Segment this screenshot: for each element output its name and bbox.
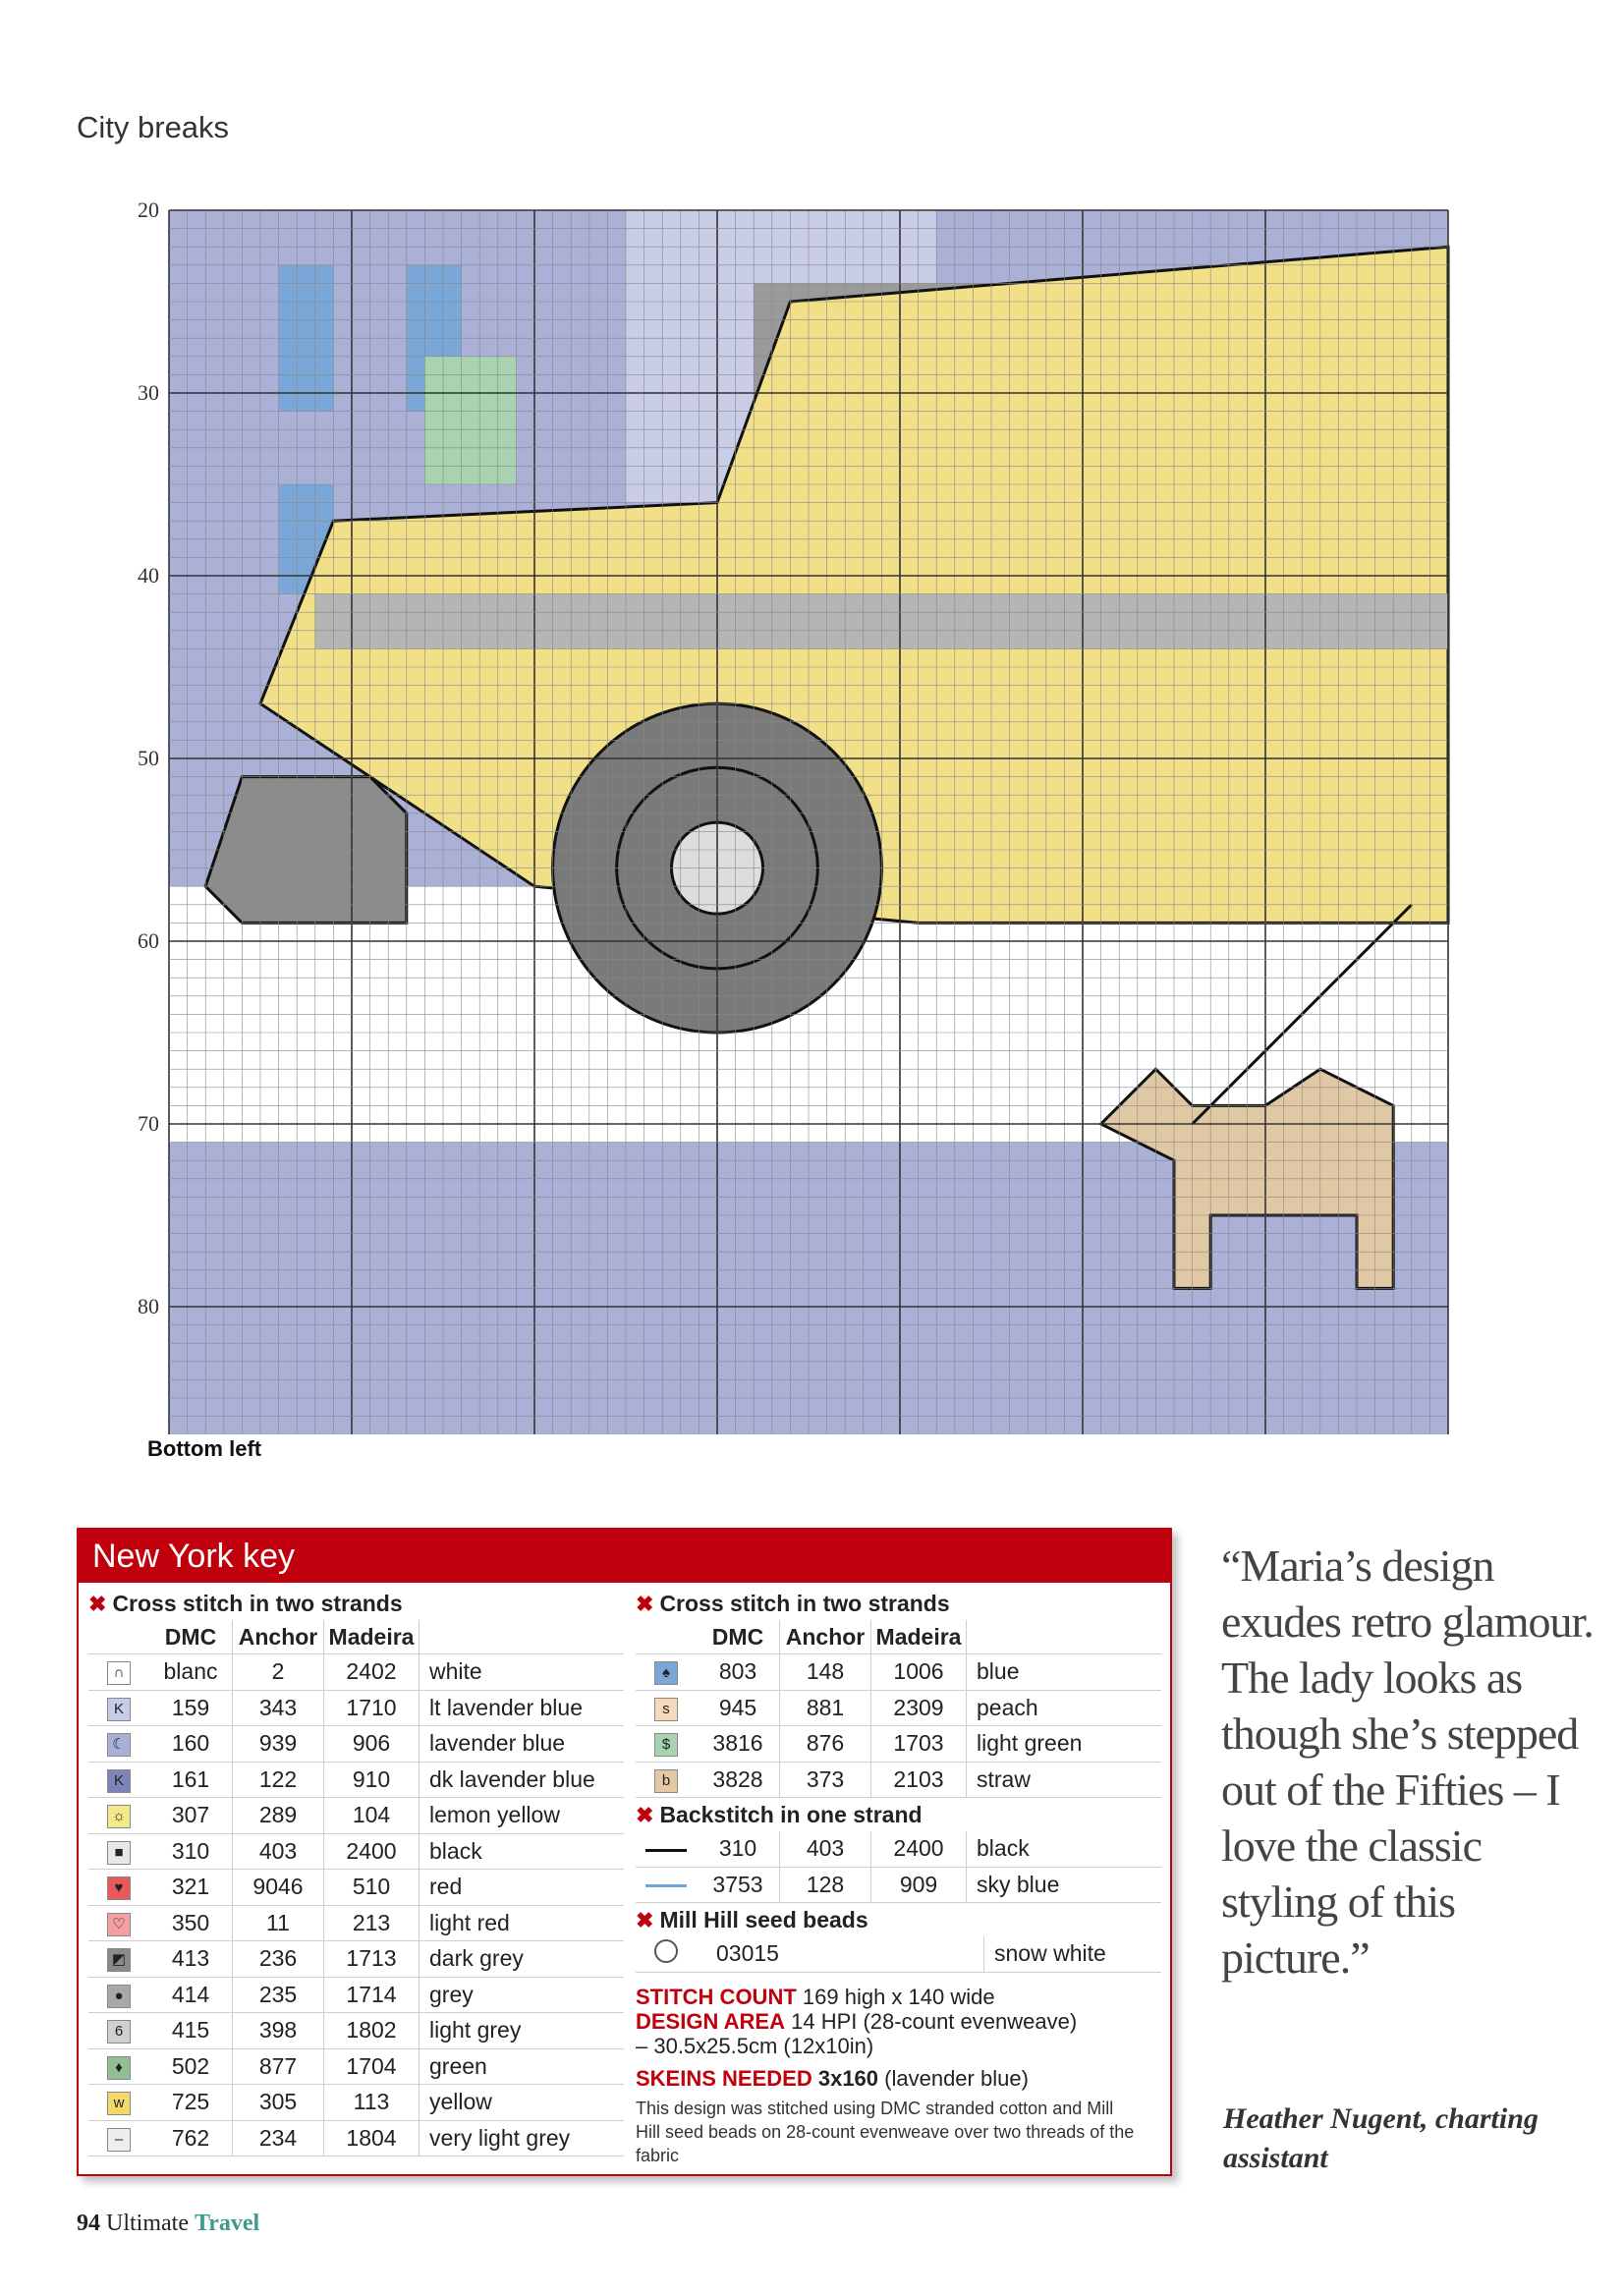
key-right-column xyxy=(636,1587,1161,2167)
dmc-number: 350 xyxy=(149,1905,233,1941)
color-name: lt lavender blue xyxy=(420,1690,625,1726)
section-title: City breaks xyxy=(77,110,230,144)
key-row xyxy=(88,2120,624,2156)
thread-symbol-icon: K xyxy=(107,1769,131,1793)
madeira-number: 1804 xyxy=(324,2120,420,2156)
madeira-number: 1006 xyxy=(871,1654,967,1691)
quote-author: Heather Nugent, charting assistant xyxy=(1223,2102,1539,2174)
row-label: 20 xyxy=(138,197,159,222)
bead-name: snow white xyxy=(984,1936,1162,1972)
pull-quote: “Maria’s design exudes retro glamour. The lady looks as though she’s stepped out of the Fifties – I love the classic styling of this picture.” xyxy=(1221,1540,1594,1983)
key-row xyxy=(88,2085,624,2121)
dmc-number: 321 xyxy=(149,1870,233,1906)
color-name: green xyxy=(420,2048,625,2085)
dmc-number: 310 xyxy=(697,1831,780,1867)
row-label: 80 xyxy=(138,1294,159,1318)
anchor-number: 122 xyxy=(233,1762,324,1798)
dmc-number: 725 xyxy=(149,2085,233,2121)
thread-symbol-icon: ◩ xyxy=(107,1948,131,1972)
row-label: 50 xyxy=(138,746,159,770)
key-row xyxy=(88,1905,624,1941)
line-sample-icon xyxy=(645,1849,687,1852)
thread-symbol-icon: ☾ xyxy=(107,1733,131,1757)
madeira-number: 213 xyxy=(324,1905,420,1941)
page-footer xyxy=(77,2211,259,2237)
magazine-section: Travel xyxy=(194,2211,260,2236)
key-title: New York key xyxy=(79,1530,1170,1583)
key-row xyxy=(636,1726,1161,1763)
color-name: peach xyxy=(967,1690,1162,1726)
header-madeira: Madeira xyxy=(871,1620,967,1654)
madeira-number: 2103 xyxy=(871,1762,967,1798)
key-row xyxy=(88,1654,624,1691)
key-row xyxy=(88,1833,624,1870)
page-number: 94 xyxy=(77,2211,100,2236)
header-dmc: DMC xyxy=(697,1620,780,1654)
madeira-number: 2400 xyxy=(324,1833,420,1870)
thread-symbol-icon: $ xyxy=(654,1733,678,1757)
key-row xyxy=(636,1762,1161,1798)
anchor-number: 11 xyxy=(233,1905,324,1941)
thread-symbol-icon: ♦ xyxy=(107,2056,131,2080)
stitch-count: STITCH COUNT 169 high x 140 wide xyxy=(636,1984,995,2009)
dmc-number: 307 xyxy=(149,1798,233,1834)
madeira-number: 1714 xyxy=(324,1977,420,2013)
tree-area xyxy=(424,357,516,484)
madeira-number: 906 xyxy=(324,1726,420,1763)
design-area-size: – 30.5x25.5cm (12x10in) xyxy=(636,2033,874,2058)
color-name: straw xyxy=(967,1762,1162,1798)
color-name: light red xyxy=(420,1905,625,1941)
magazine-title: Ultimate xyxy=(106,2211,189,2236)
madeira-number: 909 xyxy=(871,1867,967,1903)
anchor-number: 373 xyxy=(780,1762,871,1798)
thread-symbol-icon: ● xyxy=(107,1985,131,2008)
header-anchor: Anchor xyxy=(233,1620,324,1654)
thread-symbol-icon: ♡ xyxy=(107,1913,131,1936)
dmc-number: 415 xyxy=(149,2013,233,2049)
thread-symbol-icon: s xyxy=(654,1698,678,1721)
thread-symbol-icon: b xyxy=(654,1769,678,1793)
madeira-number: 1710 xyxy=(324,1690,420,1726)
backstitch-row xyxy=(636,1867,1161,1903)
dmc-number: 414 xyxy=(149,1977,233,2013)
anchor-number: 128 xyxy=(780,1867,871,1903)
thread-symbol-icon: K xyxy=(107,1698,131,1721)
color-name: lavender blue xyxy=(420,1726,625,1763)
color-name: black xyxy=(420,1833,625,1870)
anchor-number: 148 xyxy=(780,1654,871,1691)
madeira-number: 113 xyxy=(324,2085,420,2121)
key-row xyxy=(88,1762,624,1798)
key-row xyxy=(636,1654,1161,1691)
row-label: 70 xyxy=(138,1111,159,1136)
anchor-number: 234 xyxy=(233,2120,324,2156)
key-row xyxy=(636,1690,1161,1726)
skeins-needed: SKEINS NEEDED 3x160 (lavender blue) xyxy=(636,2065,1029,2091)
madeira-number: 910 xyxy=(324,1762,420,1798)
beads-subheading: ✖ Mill Hill seed beads xyxy=(636,1907,868,1932)
header-dmc: DMC xyxy=(149,1620,233,1654)
header-madeira: Madeira xyxy=(324,1620,420,1654)
anchor-number: 877 xyxy=(233,2048,324,2085)
color-name: white xyxy=(420,1654,625,1691)
chart-grid xyxy=(118,196,1464,1434)
anchor-number: 403 xyxy=(233,1833,324,1870)
madeira-number: 510 xyxy=(324,1870,420,1906)
dmc-number: 161 xyxy=(149,1762,233,1798)
dmc-number: 803 xyxy=(697,1654,780,1691)
thread-symbol-icon: ☼ xyxy=(107,1805,131,1828)
dmc-number: 945 xyxy=(697,1690,780,1726)
thread-symbol-icon: ♠ xyxy=(654,1661,678,1685)
anchor-number: 305 xyxy=(233,2085,324,2121)
dmc-number: blanc xyxy=(149,1654,233,1691)
dmc-number: 159 xyxy=(149,1690,233,1726)
key-row xyxy=(88,1977,624,2013)
dmc-number: 160 xyxy=(149,1726,233,1763)
thread-symbol-icon: ♥ xyxy=(107,1876,131,1900)
key-row xyxy=(88,1941,624,1978)
thread-symbol-icon: w xyxy=(107,2092,131,2115)
madeira-number: 104 xyxy=(324,1798,420,1834)
anchor-number: 398 xyxy=(233,2013,324,2049)
thread-key xyxy=(77,1528,1172,2176)
row-label: 40 xyxy=(138,563,159,588)
thread-symbol-icon: ■ xyxy=(107,1841,131,1865)
color-name: lemon yellow xyxy=(420,1798,625,1834)
thread-symbol-icon: 6 xyxy=(107,2020,131,2044)
color-name: dark grey xyxy=(420,1941,625,1978)
row-label: 60 xyxy=(138,928,159,953)
line-sample-icon xyxy=(645,1884,687,1887)
madeira-number: 1802 xyxy=(324,2013,420,2049)
anchor-number: 876 xyxy=(780,1726,871,1763)
color-name: yellow xyxy=(420,2085,625,2121)
color-name: light green xyxy=(967,1726,1162,1763)
dmc-number: 3828 xyxy=(697,1762,780,1798)
key-row xyxy=(88,2013,624,2049)
color-name: light grey xyxy=(420,2013,625,2049)
bead-code: 03015 xyxy=(697,1936,984,1972)
anchor-number: 881 xyxy=(780,1690,871,1726)
chart-caption: Bottom left xyxy=(147,1436,262,1461)
backstitch-subheading: ✖ Backstitch in one strand xyxy=(636,1802,923,1827)
anchor-number: 235 xyxy=(233,1977,324,2013)
dmc-number: 3753 xyxy=(697,1867,780,1903)
color-name: very light grey xyxy=(420,2120,625,2156)
anchor-number: 403 xyxy=(780,1831,871,1867)
row-label: 30 xyxy=(138,380,159,405)
left-subheading: ✖ Cross stitch in two strands xyxy=(88,1591,403,1616)
beads-table xyxy=(636,1936,1161,1973)
dmc-number: 502 xyxy=(149,2048,233,2085)
color-name: dk lavender blue xyxy=(420,1762,625,1798)
madeira-number: 1713 xyxy=(324,1941,420,1978)
madeira-number: 2402 xyxy=(324,1654,420,1691)
thread-symbol-icon: – xyxy=(107,2128,131,2152)
key-row xyxy=(88,1798,624,1834)
color-name: grey xyxy=(420,1977,625,2013)
madeira-number: 2309 xyxy=(871,1690,967,1726)
key-row xyxy=(88,1870,624,1906)
left-key-table xyxy=(88,1620,624,2156)
anchor-number: 9046 xyxy=(233,1870,324,1906)
key-left-column xyxy=(88,1587,624,2156)
color-name: blue xyxy=(967,1654,1162,1691)
backstitch-row xyxy=(636,1831,1161,1867)
key-row xyxy=(88,1726,624,1763)
thread-symbol-icon: ∩ xyxy=(107,1661,131,1685)
color-name: red xyxy=(420,1870,625,1906)
backstitch-table xyxy=(636,1831,1161,1903)
key-row xyxy=(88,2048,624,2085)
madeira-number: 2400 xyxy=(871,1831,967,1867)
anchor-number: 2 xyxy=(233,1654,324,1691)
cross-stitch-chart xyxy=(118,196,1464,1434)
design-area: DESIGN AREA 14 HPI (28-count evenweave) xyxy=(636,2008,1078,2034)
dmc-number: 413 xyxy=(149,1941,233,1978)
anchor-number: 236 xyxy=(233,1941,324,1978)
right-subheading: ✖ Cross stitch in two strands xyxy=(636,1591,950,1616)
color-name: black xyxy=(967,1831,1162,1867)
right-key-table xyxy=(636,1620,1161,1798)
madeira-number: 1703 xyxy=(871,1726,967,1763)
anchor-number: 289 xyxy=(233,1798,324,1834)
bead-circle-icon xyxy=(654,1939,678,1963)
anchor-number: 939 xyxy=(233,1726,324,1763)
key-row xyxy=(88,1690,624,1726)
madeira-number: 1704 xyxy=(324,2048,420,2085)
stitching-note: This design was stitched using DMC stranded cotton and Mill Hill seed beads on 28-count evenweave over two threads of the fabric xyxy=(636,2098,1135,2165)
dmc-number: 762 xyxy=(149,2120,233,2156)
color-name: sky blue xyxy=(967,1867,1162,1903)
header-anchor: Anchor xyxy=(780,1620,871,1654)
anchor-number: 343 xyxy=(233,1690,324,1726)
dmc-number: 310 xyxy=(149,1833,233,1870)
dmc-number: 3816 xyxy=(697,1726,780,1763)
